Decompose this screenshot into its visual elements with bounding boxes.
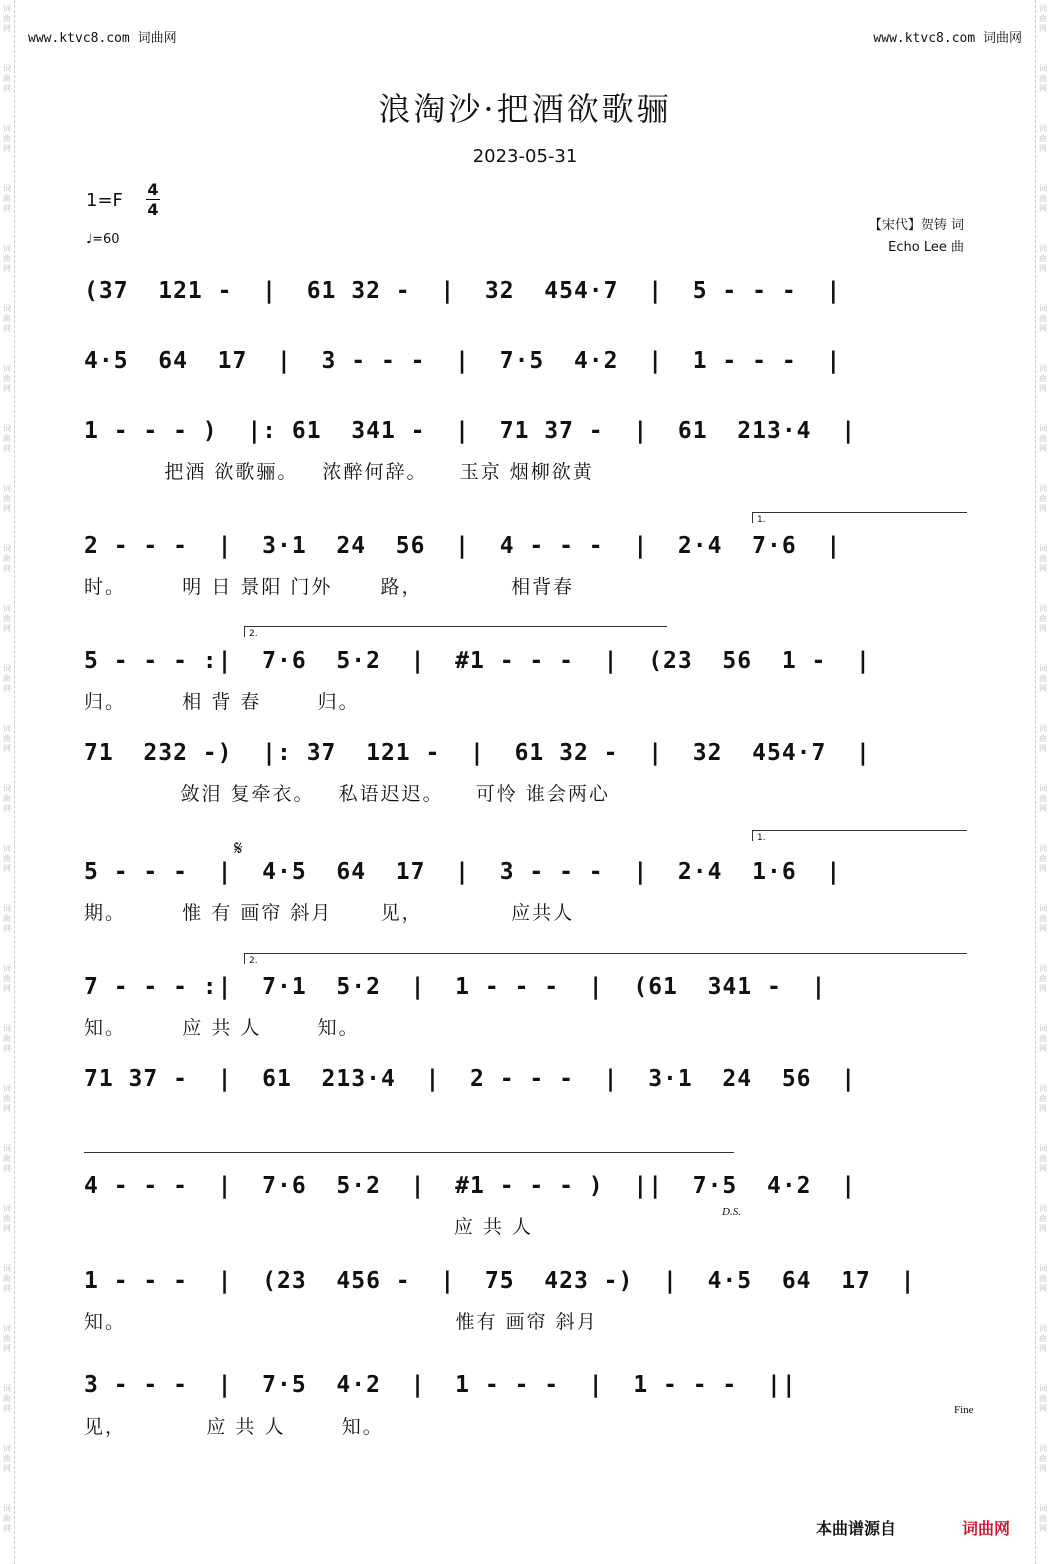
watermark-char: 曲 — [1039, 1154, 1047, 1163]
watermark-char: 网 — [3, 1464, 11, 1473]
watermark-char: 网 — [1039, 1104, 1047, 1113]
watermark-char: 词 — [3, 604, 11, 613]
watermark-char: 词 — [3, 1384, 11, 1393]
lyric-line: 期。 惟 有 画帘 斜月 见， 应共人 — [84, 902, 575, 924]
watermark-char: 曲 — [1039, 434, 1047, 443]
watermark-char: 曲 — [3, 1514, 11, 1523]
watermark-char: 网 — [3, 564, 11, 573]
watermark-char: 网 — [1039, 1524, 1047, 1533]
watermark-char: 词 — [3, 424, 11, 433]
watermark-char: 网 — [1039, 1404, 1047, 1413]
watermark-char: 词 — [1039, 664, 1047, 673]
watermark-char: 曲 — [1039, 134, 1047, 143]
watermark-char: 词 — [3, 544, 11, 553]
time-bottom: 4 — [147, 200, 159, 219]
volta-label: 1. — [757, 833, 766, 843]
score-row: 71 37 - | 61 213·4 | 2 - - - | 3·1 24 56 | — [84, 1066, 857, 1092]
watermark-char: 曲 — [3, 914, 11, 923]
watermark-char: 网 — [3, 264, 11, 273]
watermark-char: 网 — [3, 864, 11, 873]
watermark-char: 词 — [3, 244, 11, 253]
watermark-char: 网 — [1039, 1044, 1047, 1053]
watermark-char: 曲 — [3, 254, 11, 263]
watermark-char: 词 — [1039, 184, 1047, 193]
watermark-char: 网 — [3, 144, 11, 153]
volta-bracket-1 — [752, 512, 967, 523]
watermark-char: 词 — [3, 664, 11, 673]
ds-marking: D.S. — [722, 1206, 741, 1218]
volta-label: 2. — [249, 629, 258, 639]
right-watermark-strip — [1035, 0, 1050, 1564]
watermark-char: 词 — [3, 364, 11, 373]
watermark-char: 网 — [3, 1164, 11, 1173]
watermark-char: 词 — [3, 904, 11, 913]
watermark-char: 网 — [3, 504, 11, 513]
watermark-char: 曲 — [1039, 554, 1047, 563]
watermark-char: 网 — [3, 1344, 11, 1353]
fine-marking: Fine — [954, 1404, 974, 1416]
volta-label: 2. — [249, 956, 258, 966]
score-row: (37 121 - | 61 32 - | 32 454·7 | 5 - - - | — [84, 278, 842, 304]
watermark-char: 网 — [1039, 204, 1047, 213]
watermark-char: 词 — [1039, 904, 1047, 913]
watermark-char: 网 — [3, 84, 11, 93]
watermark-char: 词 — [1039, 1264, 1047, 1273]
watermark-char: 网 — [3, 1224, 11, 1233]
watermark-char: 网 — [1039, 1344, 1047, 1353]
watermark-char: 词 — [1039, 544, 1047, 553]
watermark-char: 曲 — [1039, 1274, 1047, 1283]
watermark-char: 网 — [1039, 84, 1047, 93]
watermark-char: 词 — [1039, 1084, 1047, 1093]
watermark-char: 词 — [1039, 64, 1047, 73]
watermark-char: 曲 — [3, 1214, 11, 1223]
watermark-char: 词 — [3, 184, 11, 193]
watermark-char: 词 — [1039, 124, 1047, 133]
volta-bracket-2 — [244, 953, 967, 964]
watermark-char: 网 — [3, 804, 11, 813]
watermark-char: 网 — [3, 1404, 11, 1413]
watermark-char: 网 — [3, 444, 11, 453]
watermark-char: 词 — [1039, 964, 1047, 973]
watermark-char: 曲 — [1039, 1394, 1047, 1403]
watermark-char: 曲 — [3, 854, 11, 863]
watermark-char: 网 — [1039, 1464, 1047, 1473]
watermark-char: 词 — [1039, 1024, 1047, 1033]
watermark-char: 词 — [3, 784, 11, 793]
watermark-char: 词 — [1039, 1144, 1047, 1153]
lyricist-credit: 【宋代】贺铸 词 — [868, 218, 964, 233]
source-site-link[interactable]: 词曲网 — [962, 1519, 1011, 1538]
score-row: 7 - - - :| 7·1 5·2 | 1 - - - | (61 341 - | — [84, 974, 827, 1000]
watermark-char: 曲 — [1039, 914, 1047, 923]
score-row: 3 - - - | 7·5 4·2 | 1 - - - | 1 - - - || — [84, 1372, 797, 1398]
volta-bracket-2 — [244, 626, 667, 637]
watermark-char: 曲 — [3, 1154, 11, 1163]
time-top: 4 — [147, 180, 159, 199]
watermark-char: 网 — [1039, 24, 1047, 33]
watermark-char: 曲 — [1039, 1514, 1047, 1523]
watermark-char: 网 — [1039, 1224, 1047, 1233]
song-title: 浪淘沙·把酒欲歌骊 — [378, 90, 672, 128]
watermark-char: 曲 — [1039, 1034, 1047, 1043]
watermark-char: 曲 — [3, 194, 11, 203]
watermark-char: 网 — [3, 324, 11, 333]
watermark-char: 词 — [3, 4, 11, 13]
score-row: 5 - - - | 4·5 64 17 | 3 - - - | 2·4 1·6 | — [84, 859, 842, 885]
watermark-char: 网 — [3, 684, 11, 693]
volta-bracket-1 — [752, 830, 967, 841]
score-row: 2 - - - | 3·1 24 56 | 4 - - - | 2·4 7·6 | — [84, 533, 842, 559]
watermark-char: 曲 — [1039, 794, 1047, 803]
watermark-char: 网 — [1039, 864, 1047, 873]
watermark-char: 曲 — [3, 74, 11, 83]
lyric-line: 归。 相 背 春 归。 — [84, 691, 360, 713]
watermark-char: 词 — [1039, 1324, 1047, 1333]
watermark-char: 曲 — [3, 1394, 11, 1403]
watermark-char: 网 — [3, 984, 11, 993]
tempo-marking: ♩=60 — [86, 232, 120, 247]
watermark-char: 曲 — [1039, 854, 1047, 863]
watermark-char: 词 — [3, 1024, 11, 1033]
watermark-char: 词 — [3, 1084, 11, 1093]
watermark-char: 词 — [3, 484, 11, 493]
watermark-char: 网 — [3, 1044, 11, 1053]
watermark-char: 网 — [3, 1284, 11, 1293]
watermark-char: 网 — [3, 384, 11, 393]
watermark-char: 曲 — [1039, 1214, 1047, 1223]
watermark-char: 网 — [1039, 1164, 1047, 1173]
watermark-char: 曲 — [3, 1454, 11, 1463]
lyric-line: 把酒 欲歌骊。 浓醉何辞。 玉京 烟柳欲黄 — [84, 461, 594, 483]
watermark-char: 网 — [1039, 264, 1047, 273]
watermark-char: 词 — [1039, 604, 1047, 613]
watermark-char: 曲 — [1039, 1094, 1047, 1103]
watermark-char: 曲 — [1039, 494, 1047, 503]
watermark-char: 词 — [1039, 1384, 1047, 1393]
lyric-line: 见， 应 共 人 知。 — [84, 1416, 384, 1438]
watermark-char: 词 — [1039, 484, 1047, 493]
score-row: 71 232 -) |: 37 121 - | 61 32 - | 32 454·7 | — [84, 740, 871, 766]
watermark-char: 网 — [1039, 624, 1047, 633]
repeat-line — [84, 1152, 734, 1163]
watermark-char: 曲 — [3, 554, 11, 563]
score-row: 4·5 64 17 | 3 - - - | 7·5 4·2 | 1 - - - | — [84, 348, 842, 374]
watermark-char: 曲 — [1039, 314, 1047, 323]
score-row: 4 - - - | 7·6 5·2 | #1 - - - ) || 7·5 4·2 | — [84, 1173, 857, 1199]
watermark-char: 曲 — [3, 974, 11, 983]
score-row: 5 - - - :| 7·6 5·2 | #1 - - - | (23 56 1 - | — [84, 648, 871, 674]
watermark-char: 曲 — [1039, 974, 1047, 983]
watermark-char: 网 — [1039, 924, 1047, 933]
watermark-char: 网 — [1039, 564, 1047, 573]
watermark-char: 词 — [1039, 424, 1047, 433]
watermark-char: 曲 — [3, 374, 11, 383]
score-row: 1 - - - | (23 456 - | 75 423 -) | 4·5 64 17 | — [84, 1268, 916, 1294]
watermark-char: 曲 — [3, 1274, 11, 1283]
song-date: 2023-05-31 — [472, 146, 578, 167]
watermark-char: 曲 — [1039, 254, 1047, 263]
watermark-char: 词 — [3, 1324, 11, 1333]
watermark-char: 曲 — [1039, 194, 1047, 203]
lyric-line: 应 共 人 — [84, 1216, 533, 1238]
watermark-char: 词 — [3, 124, 11, 133]
watermark-char: 词 — [3, 1504, 11, 1513]
watermark-char: 曲 — [3, 794, 11, 803]
watermark-char: 曲 — [1039, 1454, 1047, 1463]
watermark-char: 网 — [3, 624, 11, 633]
watermark-char: 网 — [1039, 444, 1047, 453]
watermark-char: 曲 — [1039, 1334, 1047, 1343]
watermark-char: 词 — [1039, 784, 1047, 793]
watermark-char: 词 — [3, 964, 11, 973]
watermark-char: 曲 — [3, 434, 11, 443]
watermark-char: 网 — [3, 204, 11, 213]
watermark-char: 曲 — [3, 734, 11, 743]
watermark-char: 词 — [3, 64, 11, 73]
watermark-char: 词 — [1039, 724, 1047, 733]
watermark-char: 网 — [3, 1524, 11, 1533]
watermark-char: 曲 — [3, 674, 11, 683]
lyric-line: 知。 惟有 画帘 斜月 — [84, 1311, 598, 1333]
watermark-char: 词 — [3, 1264, 11, 1273]
watermark-char: 词 — [1039, 244, 1047, 253]
watermark-char: 曲 — [1039, 674, 1047, 683]
watermark-char: 网 — [3, 924, 11, 933]
site-url-left[interactable]: www.ktvc8.com 词曲网 — [28, 31, 177, 46]
watermark-char: 网 — [1039, 504, 1047, 513]
watermark-char: 曲 — [1039, 14, 1047, 23]
watermark-char: 曲 — [3, 1034, 11, 1043]
watermark-char: 词 — [1039, 364, 1047, 373]
left-watermark-strip — [0, 0, 15, 1564]
site-url-right[interactable]: www.ktvc8.com 词曲网 — [873, 31, 1022, 46]
watermark-char: 网 — [3, 744, 11, 753]
time-signature — [146, 180, 160, 219]
watermark-char: 词 — [3, 1204, 11, 1213]
watermark-char: 词 — [1039, 1504, 1047, 1513]
lyric-line: 敛泪 复牵衣。 私语迟迟。 可怜 谁会两心 — [84, 783, 610, 805]
watermark-char: 网 — [1039, 984, 1047, 993]
score-row: 1 - - - ) |: 61 341 - | 71 37 - | 61 213·4 | — [84, 418, 857, 444]
watermark-char: 曲 — [3, 494, 11, 503]
watermark-char: 网 — [1039, 684, 1047, 693]
watermark-char: 网 — [3, 1104, 11, 1113]
watermark-char: 曲 — [1039, 74, 1047, 83]
watermark-char: 曲 — [3, 614, 11, 623]
watermark-char: 网 — [3, 24, 11, 33]
source-label: 本曲谱源自 — [816, 1519, 897, 1538]
watermark-char: 网 — [1039, 144, 1047, 153]
watermark-char: 曲 — [1039, 374, 1047, 383]
watermark-char: 曲 — [3, 1094, 11, 1103]
watermark-char: 词 — [1039, 844, 1047, 853]
watermark-char: 词 — [3, 724, 11, 733]
watermark-char: 曲 — [3, 134, 11, 143]
lyric-line: 时。 明 日 景阳 门外 路， 相背春 — [84, 576, 575, 598]
watermark-char: 词 — [3, 304, 11, 313]
watermark-char: 词 — [3, 1444, 11, 1453]
watermark-char: 词 — [3, 1144, 11, 1153]
watermark-char: 曲 — [3, 14, 11, 23]
watermark-char: 词 — [1039, 1204, 1047, 1213]
key-signature: 1=F — [86, 190, 123, 211]
segno-sign: 𝄋 — [234, 836, 243, 860]
watermark-char: 网 — [1039, 1284, 1047, 1293]
watermark-char: 曲 — [3, 314, 11, 323]
watermark-char: 词 — [1039, 304, 1047, 313]
lyric-line: 知。 应 共 人 知。 — [84, 1017, 360, 1039]
watermark-char: 词 — [1039, 4, 1047, 13]
watermark-char: 网 — [1039, 804, 1047, 813]
watermark-char: 曲 — [1039, 734, 1047, 743]
watermark-char: 网 — [1039, 384, 1047, 393]
watermark-char: 网 — [1039, 744, 1047, 753]
watermark-char: 词 — [3, 844, 11, 853]
watermark-char: 曲 — [1039, 614, 1047, 623]
composer-credit: Echo Lee 曲 — [888, 240, 964, 255]
volta-label: 1. — [757, 515, 766, 525]
watermark-char: 词 — [1039, 1444, 1047, 1453]
watermark-char: 网 — [1039, 324, 1047, 333]
watermark-char: 曲 — [3, 1334, 11, 1343]
